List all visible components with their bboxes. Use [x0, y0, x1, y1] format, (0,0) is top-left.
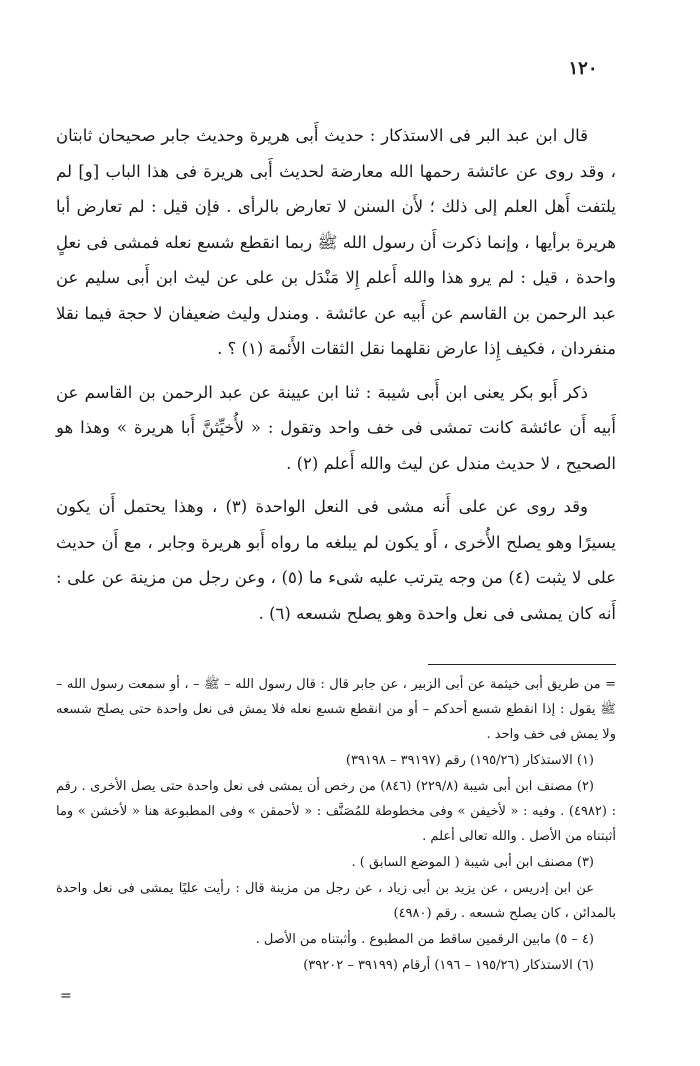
footnote-divider — [428, 664, 616, 665]
footnote-6: (٦) الاستذكار (١٩٥/٢٦ – ١٩٦) أرقام (٣٩١٩٩ – ٣٩٢٠٢) — [303, 958, 594, 973]
footnote-continuation: = من طريق أبى خيثمة عن أبى الزبير ، عن جابر قال : قال رسول الله – ﷺ – ، أو سمعت رسول الله – ﷺ يقول : إذا انقطع شسع أحدكم – أو من انقطع شسع نعله فلا يمش فى نعل واحدة حتى يصلح شسعه ولا يمش فى خف واحد . — [56, 677, 616, 742]
footnotes — [56, 672, 616, 979]
paragraph-1: قال ابن عبد البر فى الاستذكار : حديث أَبى هريرة وحديث جابر صحيحان ثابتان ، وقد روى عن عائشة رحمها الله معارضة لحديث أَبى هريرة فى هذا الباب [و] لم يلتفت أَهل العلم إلى ذلك ؛ لأَن السنن لا تعارض بالرأى . فإن قيل : لم تعارض أبا هريرة برأيها ، وإنما ذكرت أَن رسول الله ﷺ ربما انقطع شسع نعله فمشى فى نعلٍ واحدة ، قيل : لم يرو هذا والله أَعلم إِلا مَنْدَل بن على عن ليث ابن أَبى سليم عن عبد الرحمن بن القاسم عن أَبيه عن عائشة . ومندل وليث ضعيفان لا حجة فيما نقلا منفردان ، فكيف إِذا عارض نقلهما نقل الثقات الأَئمة (١) ؟ . — [56, 126, 616, 358]
paragraph-2: ذكر أَبو بكر يعنى ابن أَبى شيبة : ثنا ابن عيينة عن عبد الرحمن بن القاسم عن أَبيه أَن عائشة كانت تمشى فى خف واحد وتقول : « لأُخيِّثنَّ أَبا هريرة » وهذا هو الصحيح ، لا حديث مندل عن ليث والله أَعلم (٢) . — [56, 382, 616, 473]
footnote-3: (٣) مصنف ابن أبى شيبة ( الموضع السابق ) . — [351, 855, 594, 870]
footnote-2: (٢) مصنف ابن أبى شيبة (٢٢٩/٨) (٨٤٦) من رخص أن يمشى فى نعل واحدة حتى يصل الأخرى . رقم : (٤٩٨٢) . وفيه : « لأخيفن » وفى مخطوطة للمُصَنَّف : « لأحمقن » وفى المطبوعة هنا « لأخشن » وما أثبتناه من الأصل . والله تعالى أعلم . — [56, 779, 616, 844]
continuation-mark: = — [60, 988, 72, 1004]
paragraph-3: وقد روى عن على أَنه مشى فى النعل الواحدة (٣) ، وهذا يحتمل أَن يكون يسيرًا وهو يصلح الأُخرى ، أَو يكون لم يبلغه ما رواه أَبو هريرة وجابر ، مع أَن حديث على لا يثبت (٤) من وجه يترتب عليه شىء ما (٥) ، وعن رجل من مزينة عن على : أَنه كان يمشى فى نعل واحدة وهو يصلح شسعه (٦) . — [56, 497, 616, 623]
footnote-3-detail: عن ابن إدريس ، عن يزيد بن أبى زياد ، عن رجل من مزينة قال : رأيت عليًا يمشى فى نعل واحدة بالمدائن ، كان يصلح شسعه . رقم (٤٩٨٠) — [56, 881, 616, 921]
main-text — [56, 118, 616, 639]
footnote-1: (١) الاستذكار (١٩٥/٢٦) رقم (٣٩١٩٧ – ٣٩١٩٨) — [345, 753, 594, 768]
page-number: ١٢٠ — [568, 58, 598, 79]
footnote-4-5: (٤ – ٥) مابين الرقمين ساقط من المطبوع . وأثبتناه من الأصل . — [255, 932, 594, 947]
